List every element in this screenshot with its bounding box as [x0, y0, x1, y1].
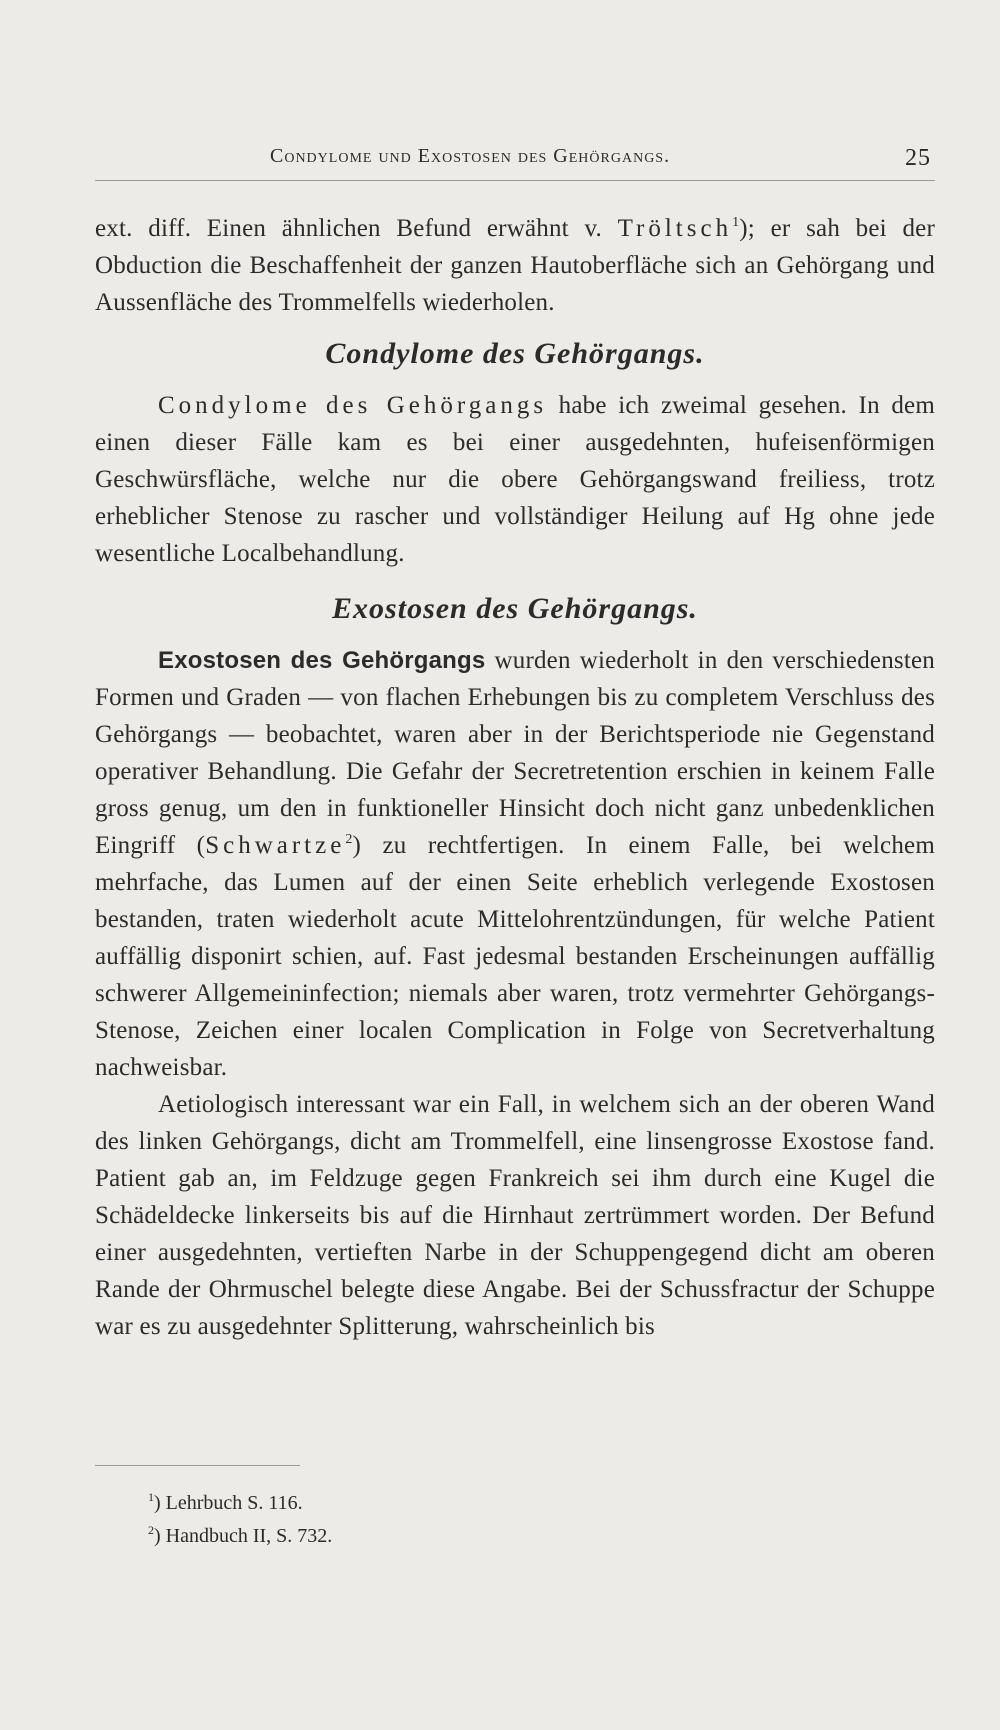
paragraph-aetiologisch: Aetiologisch interessant war ein Fall, in welchem sich an der oberen Wand des linken Gehörgangs, dicht am Trommelfell, eine linsengrosse Exostose fand. Patient gab an, im Feldzuge gegen Frankreich sei ihm durch eine Kugel die Schädeldecke linkerseits bis auf die Hirnhaut zertrümmert worden. Der Befund einer ausgedehnten, vertieften Narbe in der Schuppengegend dicht am oberen Rande der Ohrmuschel belegte diese Angabe. Bei der Schussfractur der Schuppe war es zu ausgedehnter Splitterung, wahrscheinlich bis [95, 1091, 935, 1340]
footnote-text: ) Lehrbuch S. 116. [154, 1492, 303, 1514]
section-heading-exostosen: Exostosen des Gehörgangs. [332, 592, 698, 625]
section-heading-condylome: Condylome des Gehörgangs. [325, 337, 705, 370]
lead-phrase-exostosen: Exostosen des Gehörgangs [158, 647, 486, 674]
page-number: 25 [905, 145, 931, 171]
footnote-rule [95, 1465, 300, 1466]
paragraph-condylome [95, 387, 935, 572]
footnote-2 [148, 1520, 332, 1553]
footnote-ref-2: 2 [345, 832, 353, 847]
author-name-troeltsch: Tröltsch [617, 215, 733, 242]
text-run: ) zu rechtfertigen. In einem Falle, bei welchem mehrfache, das Lumen auf der einen Seite erheblich verlegende Exostosen bestanden, traten wiederholt acute Mittelohrentzündungen, für welche Patient auffällig disponirt schien, auf. Fast jedesmal bestanden Erscheinungen auffällig schwerer Allgemeininfection; niemals aber waren, trotz vermehrter Gehörgangs-Stenose, Zeichen einer localen Complication in Folge von Secretverhaltung nachweisbar. [95, 832, 935, 1081]
lead-phrase-condylome: Condylome des Gehörgangs [158, 392, 548, 419]
footnote-text: ) Handbuch II, S. 732. [154, 1525, 333, 1547]
text-run: habe ich zweimal gesehen. In dem einen dieser Fälle kam es bei einer ausgedehnten, hufeisenförmigen Geschwürsfläche, welche nur die obere Gehörgangswand freiliess, trotz erheblicher Stenose zu rascher und vollständiger Heilung auf Hg ohne jede wesentliche Localbehandlung. [95, 392, 935, 567]
author-name-schwartze: Schwartze [205, 832, 346, 859]
body-text [95, 210, 935, 1345]
text-run: ); er sah bei der Obduction die Beschaffenheit der ganzen Hautoberfläche sich an Gehörgang und Aussenfläche des Trommelfells wiederholen. [95, 215, 935, 316]
text-run: ext. diff. Einen ähnlichen Befund erwähnt v. [95, 215, 618, 242]
running-title: Condylome und Exostosen des Gehörgangs. [270, 145, 671, 167]
footnote-mark: 1 [148, 1490, 154, 1504]
header-rule [95, 180, 935, 181]
footnote-1 [148, 1487, 332, 1520]
text-run: wurden wiederholt in den verschiedensten Formen und Graden — von flachen Erhebungen bis zu completem Verschluss des Gehörgangs — beobachtet, waren aber in der Berichtsperiode nie Gegenstand operativer Behandlung. Die Gefahr der Secretretention erschien in keinem Falle gross genug, um den in funktioneller Hinsicht doch nicht ganz unbedenklichen Eingriff ( [95, 647, 935, 859]
footnote-mark: 2 [148, 1523, 154, 1537]
footnote-ref-1: 1 [732, 215, 740, 230]
paragraph-exostosen [95, 642, 935, 1086]
paragraph-intro [95, 210, 935, 321]
footnotes [148, 1487, 332, 1553]
